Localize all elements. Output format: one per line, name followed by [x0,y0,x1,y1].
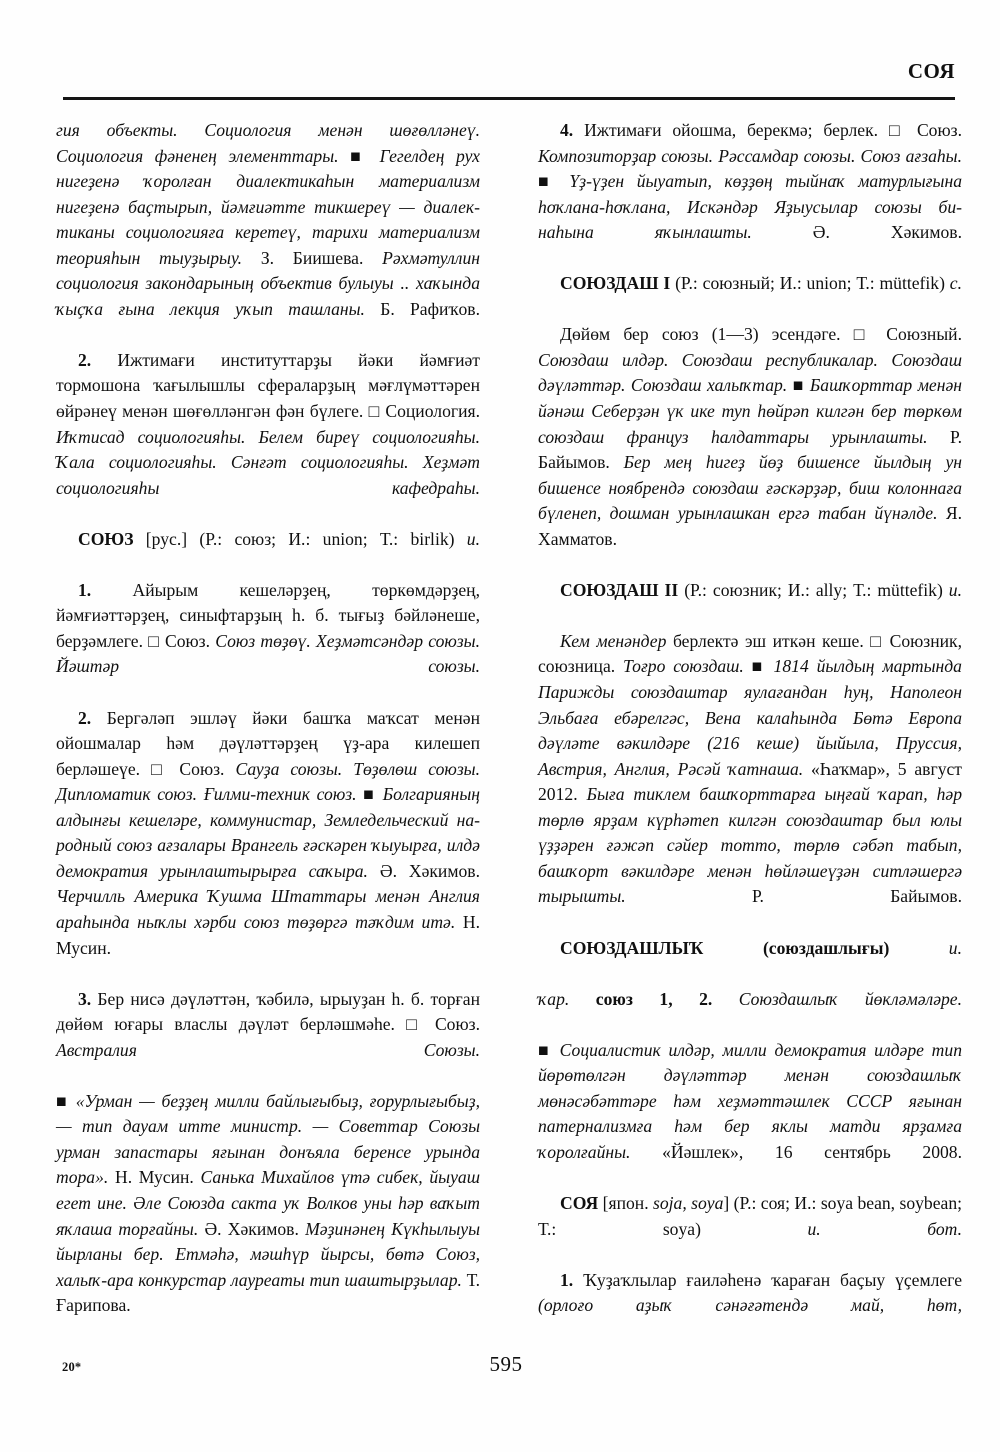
par-headword-soyuzdash-2 [538,578,962,629]
roman-run: Н. Мусин. [114,1167,201,1188]
running-head [63,58,955,92]
italic-run: 1814 йылдың мартында Парижды союздаштар яулағандан һуң, Наполеон Эльбаға ебәрелгәс, Вена калаһында Бөтә Европа дәүләте вәкилдәре (216 кеше) йыйыла, Пруссия, Австрия, Англия, Рәсәй ҡатнаша. [538,656,962,779]
par-headword-soyuz [56,527,480,578]
italic-run: Сауҙа союзы. Төҙөлөш союзы. Дипломатик союз. Ғилми-техник союз. [56,758,480,805]
roman-run: Союз. [423,1014,480,1035]
solid-square-icon: ■ [363,784,377,805]
roman-run: «Йәшлек», 16 сентябрь 2008. [662,1141,962,1162]
italic-run: Болгарияның алдынғы кешеләре, коммунистар, Земледельческий народный союз ағзалары Врангель ғәскәрен ҡыуырға, илдә демократия урынлаштырырға саҡыра. [56,784,480,881]
header-rule [63,97,955,100]
italic-run: «Урман — беҙҙең милли байлығыбыҙ, ғорурлығыбыҙ, — тип дауам итте министр. — Советтар Союзы урман запастары яғынан донъяла беренсе урында тора». [56,1090,480,1188]
par-soya-1 [538,1268,962,1345]
italic-run: и. бот. [807,1218,962,1239]
page-footer [56,1352,956,1382]
italic-run: Бер мең һигеҙ йөҙ бишенсе йылдың ун бишенсе ноябрендә союздаш ғәскәрҙәр, биш колоннаға бүленеп, дошман урынлашкан ергә табан йүнәлде. [538,452,962,524]
italic-run: soja, soya [653,1192,724,1213]
roman-run: (Р.: союзник; И.: ally; Т.: müttefik) [678,579,949,600]
italic-run: с. [949,273,962,294]
bold-run: СОЮЗДАШЛЫҠ (союздашлығы) [560,937,890,958]
par-soyuz-3 [56,987,480,1089]
roman-run: Союз. [159,630,216,651]
hollow-square-icon: □ [853,324,874,345]
column-left [56,118,480,1318]
bold-run: 4. [560,120,574,140]
bold-run: 1. [78,579,92,600]
roman-run: [рус.] (Р.: союз; И.: union; Т.: birlik) [133,528,467,549]
roman-run: Союзник, союзница. [538,630,962,677]
bold-run: СОЮЗ [78,528,134,549]
column-right [538,118,962,1318]
roman-run: Б. Рафиҡов. [380,298,480,319]
running-head-title: СОЯ [907,59,955,83]
roman-run: берлектә эш иткән кеше. [672,630,871,651]
italic-run: гия объекты. Социология менән шөғөлләнеү. Социология фәненең элементтары. [56,120,480,166]
roman-run: Ә. Хәкимов. [379,860,480,881]
italic-run: (орлоғо аҙыҡ сәнәғәтендә май, һөт, [538,1295,962,1316]
roman-run: Ә. Хәкимов. [812,222,962,243]
roman-run: [япон. [598,1192,654,1213]
italic-run: Гегелдең рух нигеҙенә ҡоролған диалектикаһын материализм нигеҙенә баҫтырып, йәмғиәтте тикшереү — диалектиканы социологияға керетеү, тарихи материализм теорияһын тыуҙырыу. [56,145,480,268]
roman-run: Н. Мусин. [56,911,480,958]
italic-run: Мәҙинәнең Күкһылыуы йырланы бер. Етмәһә, мәшһүр йырсы, бөтә Союз, халыҡ-ара конкурстар лауреаты тип шаштырҙылар. [56,1218,480,1290]
roman-run: Союзный. [873,324,962,345]
bold-run: 2. [78,349,92,370]
par-sociology-tail [56,118,480,348]
roman-run: Союз. [906,120,962,140]
roman-run: Союз. [168,758,236,779]
roman-run: Т. Ғарипова. [56,1269,480,1316]
bold-run: СОЯ [560,1192,599,1213]
roman-run: Ижтимағи институттарҙы йәки йәмғиәт тормошона ҡағылышлы сфераларҙың мәғлүмәттәрен өйрәнеү менән шөғөлләнгән фән бүлеге. [56,349,480,422]
roman-run: Бер нисә дәүләттән, ҡәбилә, ырыуҙан һ. б. торған дөйөм юғары власлы дәүләт берләшмәһе. [56,988,480,1035]
par-headword-soya [538,1191,962,1268]
italic-run: Социалистик илдәр, милли демократия илдәре тип йөрөтөлгән дәүләттәр менән союздашлыҡ мөнәсәбәттәре һәм хеҙмәттәшлек СССР яғынан патернализмға һәм бер яклы матди ярҙамға ҡоролғайны. [538,1039,962,1162]
italic-run: Черчилль Америка Ҡушма Штаттары менән Англия араһында ныҡлы хәрби союз төҙөргә тәҡдим итә. [56,886,480,932]
roman-run: Р. Байымов. [538,426,962,473]
bold-run: 3. [78,988,92,1009]
solid-square-icon: ■ [538,1039,552,1060]
hollow-square-icon: □ [406,1014,424,1035]
roman-run: «Һаҡмар», 5 август 2012. [538,758,962,805]
bold-run: СОЮЗДАШ I [560,273,671,294]
roman-run: Я. Хамматов. [538,503,962,549]
italic-run: Тоғро союздаш. [623,656,752,677]
hollow-square-icon: □ [368,401,381,422]
italic-run: ҡар. [538,988,596,1009]
italic-run: Кем менәндер [560,630,673,651]
italic-run: Австралия Союзы. [56,1039,480,1060]
roman-run: ] (Р.: соя; И.: soya bean, soybean; Т.: soya) [538,1192,963,1239]
bold-run: союз 1, 2. [595,988,713,1009]
hollow-square-icon: □ [151,758,169,779]
roman-run: Дөйөм бер союз (1—3) эсендәге. [560,324,854,345]
italic-run: Иҡтисад социологияһы. Белем биреү социологияһы. Ҡала социологияһы. Сәнғәт социологияһы. Хеҙмәт социологияһы кафедраһы. [56,426,480,498]
italic-run: Союздашлыҡ йөкләмәләре. [712,988,963,1009]
italic-run: и. [889,937,962,958]
italic-run: Рәхмәтуллин социология закондарының объектив булыуы .. хаҡында ҡыҫҡа ғына лекция уҡып ташланы. [56,247,480,319]
solid-square-icon: ■ [56,1090,69,1111]
italic-run: Композиторҙар союзы. Рәссамдар союзы. Союз ағзаһы. [538,145,962,166]
roman-run: Ҡуҙаҡлылар ғаиләһенә ҡараған баҫыу үҫемлеге [573,1269,962,1290]
par-soyuzdash-1-def [538,322,962,577]
roman-run: З. Биишева. [260,247,383,268]
signature-mark: 20* [62,1360,82,1374]
page-number: 595 [489,1352,523,1376]
italic-run: Үҙ-үҙен йыуатып, көҙҙөң тыйнаҡ матурлығына һоҡлана-һоҡлана, Искәндәр Яҙыусылар союзы бинаһына яҡынлашты. [538,171,962,243]
italic-run: и. [948,579,962,600]
roman-run: Айырым кешеләрҙең, төркөмдәрҙең, йәмғиәттәрҙең, синыфтарҙың һ. б. тығыҙ бәйләнеше, берҙәмлеге. [56,579,480,651]
bold-run: СОЮЗДАШ II [560,579,679,600]
italic-run: Союздаш илдәр. Союздаш республикалар. Союздаш дәүләттәр. Союздаш халыҡтар. [538,349,962,396]
par-soyuzdashlyk-def [538,987,962,1038]
roman-run: (Р.: союзный; И.: union; Т.: müttefik) [670,273,950,294]
hollow-square-icon: □ [870,630,884,651]
roman-run: Ә. Хәкимов. [204,1218,306,1239]
roman-run: Социология. [380,401,480,422]
roman-run: Р. Байымов. [751,886,962,907]
italic-run: Башҡорттар менән йәнәш Себерҙән үк ике туп һөйрәп килгән бер төркөм союздаш француз һалдаттары урынлашты. [538,375,962,447]
par-soyuzdash-2-def [538,629,962,936]
solid-square-icon: ■ [792,375,805,396]
italic-run: и. [466,528,480,549]
solid-square-icon: ■ [350,145,368,166]
par-headword-soyuzdashlyk [538,936,962,987]
par-sense-2 [56,348,480,527]
solid-square-icon: ■ [751,656,766,677]
italic-run: Быға тиклем башҡорттарға ыңғай ҡарап, һәр төрлө ярҙам күрһәтеп килгән союздаштар был юлы үҙҙәрен ғәжәп сәйер тотто, төрлө сәбәп табып, башҡорт вәкилдәре менән һөйләшеүҙән ситләшергә тырышты. [538,784,962,907]
bold-run: 2. [78,707,92,728]
bold-run: 1. [560,1269,574,1290]
par-soyuz-4 [538,118,962,271]
solid-square-icon: ■ [538,171,557,192]
italic-run: Санька Михайлов үтә сибек, йыуаш егет ине. Әле Союзда сакта уҡ Волков уны һәр ваҡыт яҡлаша торғайны. [56,1167,480,1239]
par-soyuz-2 [56,706,480,987]
italic-run: Союз төҙөү. Хеҙмәтсәндәр союзы. Йәштәр союзы. [56,630,480,677]
par-soyuz-3-cites [56,1089,480,1344]
hollow-square-icon: □ [888,120,907,140]
hollow-square-icon: □ [148,630,160,651]
par-headword-soyuzdash-1 [538,271,962,322]
roman-run: Бергәләп эшләү йәки башҡа маҡсат менән ойошмалар һәм дәүләттәрҙең үҙ-ара килешеп берләшеүе. [56,707,480,779]
page-columns [56,118,962,1318]
par-soyuz-1 [56,578,480,706]
par-soyuzdashlyk-cite [538,1038,962,1191]
roman-run: Ижтимағи ойошма, берекмә; берлек. [573,120,889,140]
